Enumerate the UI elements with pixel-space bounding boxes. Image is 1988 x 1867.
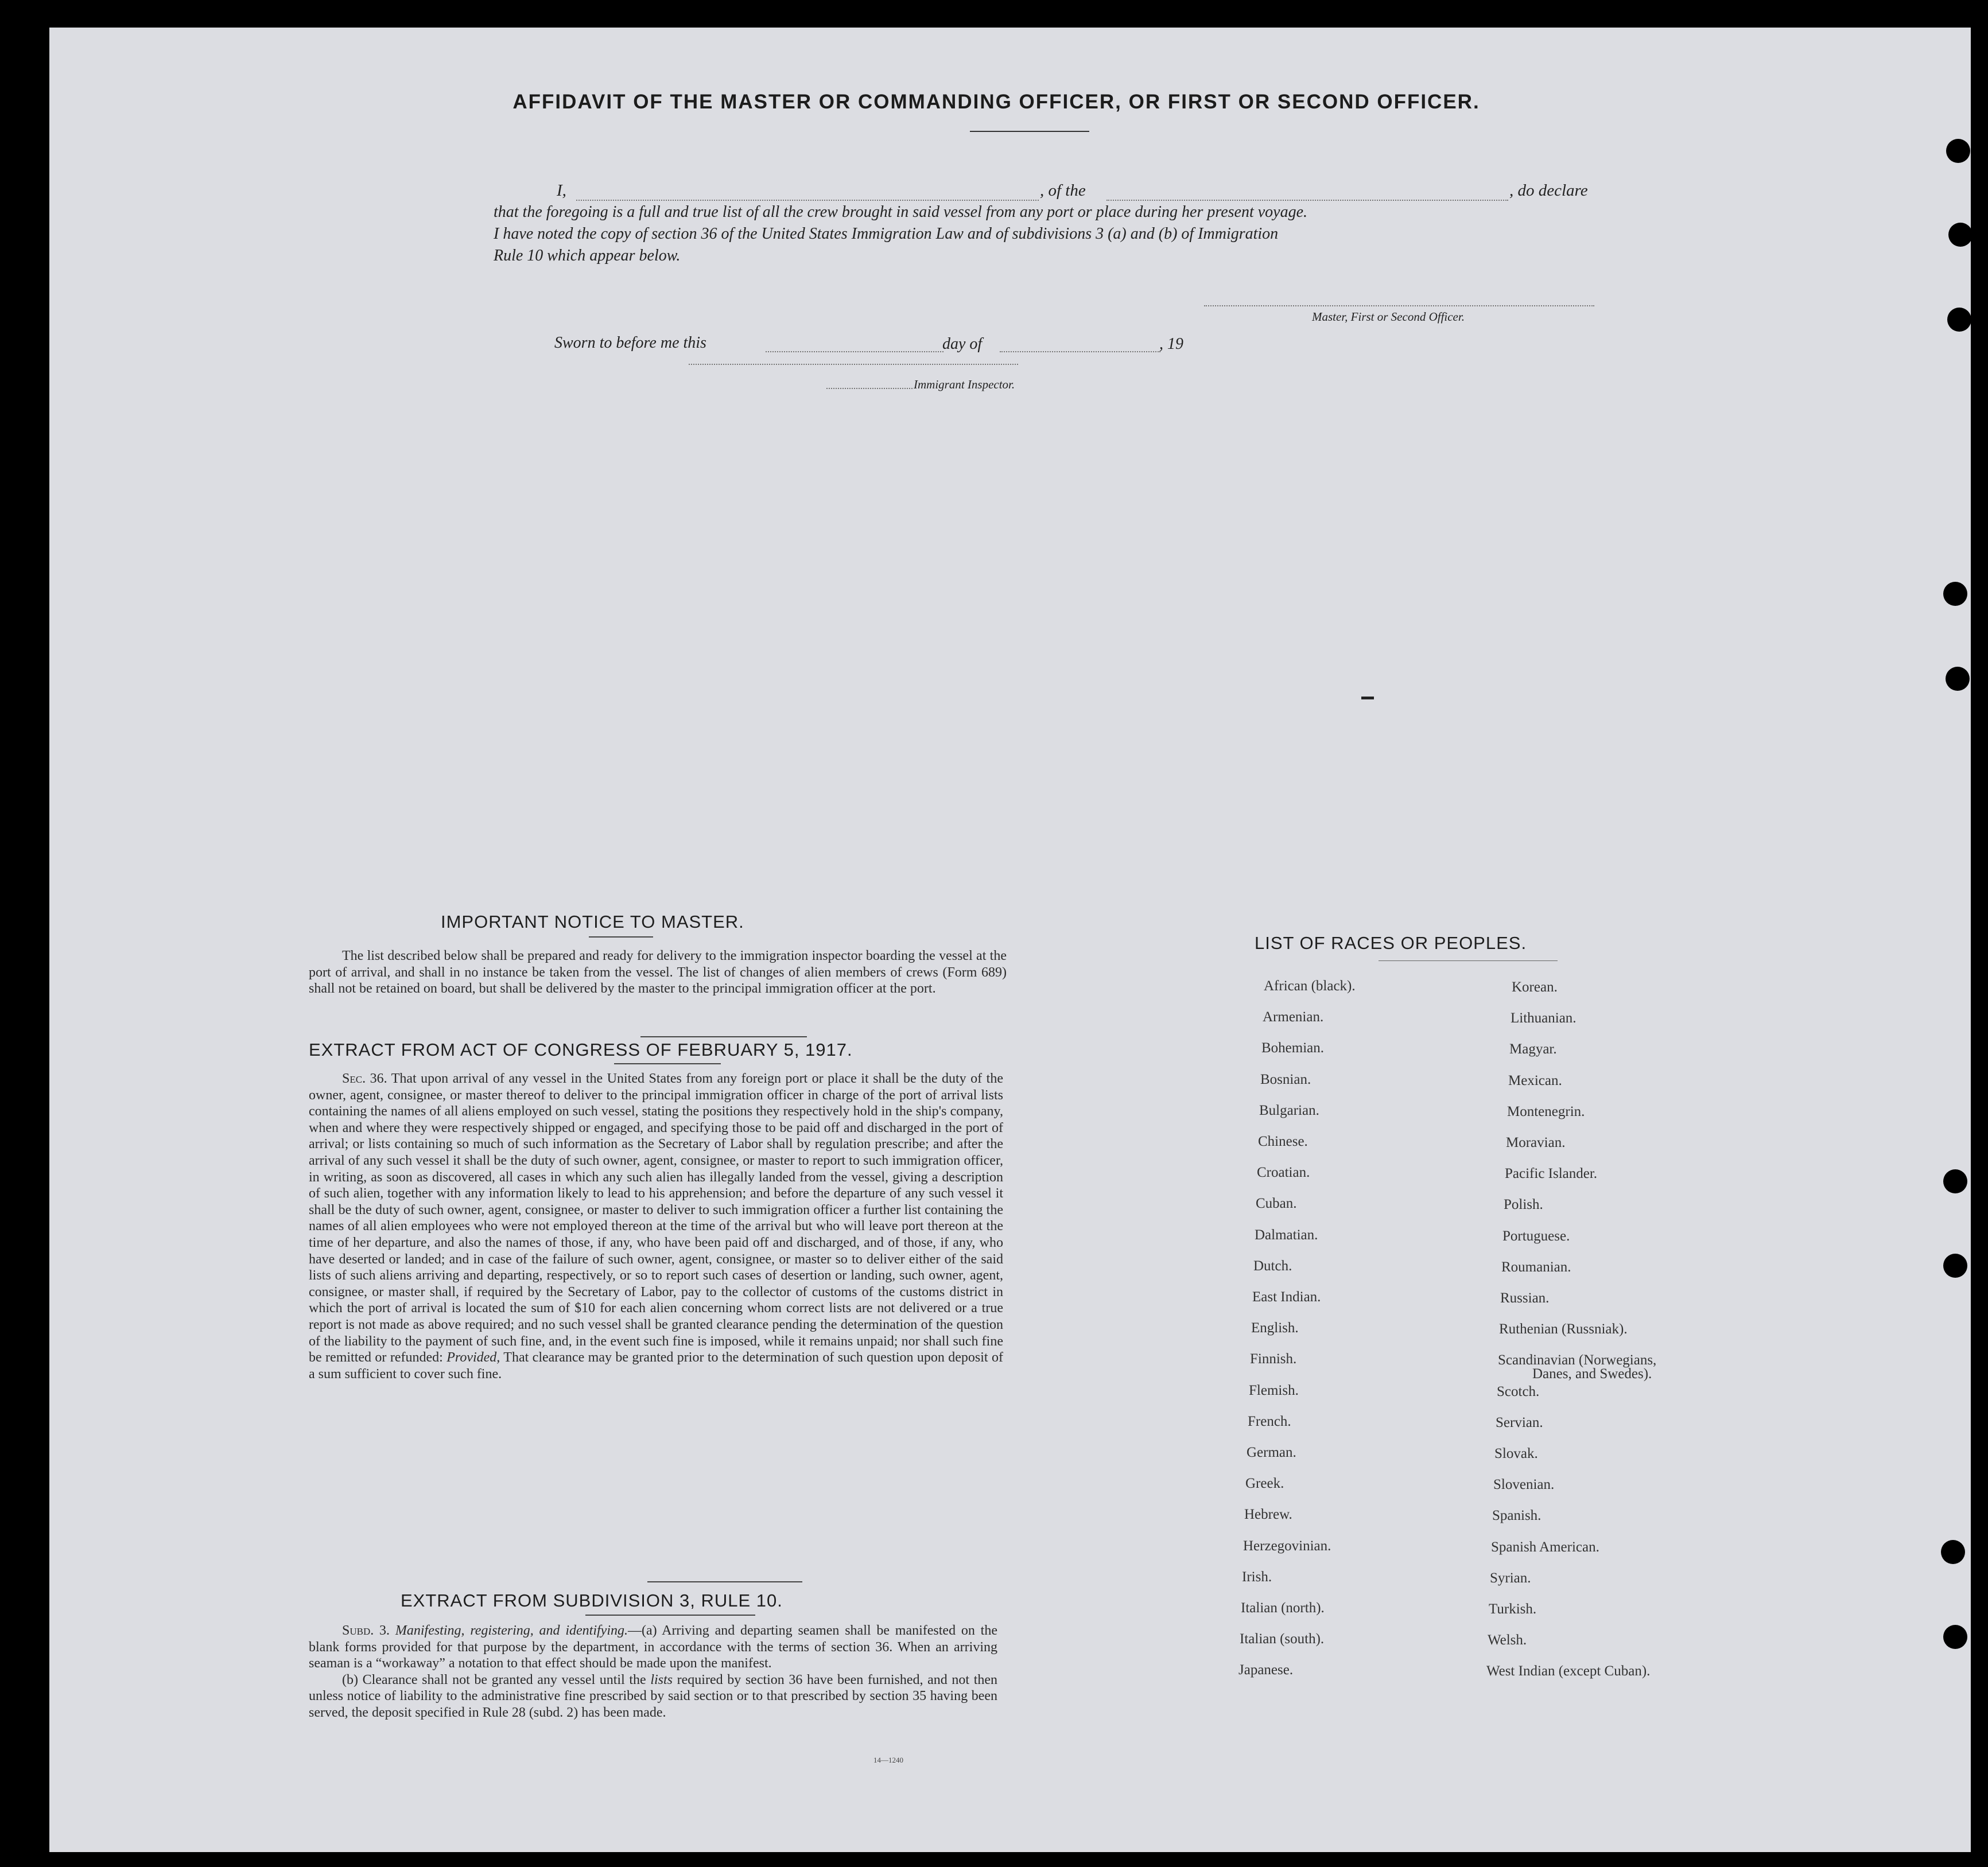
proviso-word: Provided,: [446, 1350, 500, 1366]
section-label: Sec. 36.: [342, 1071, 387, 1086]
race-item: Welsh.: [1488, 1632, 1527, 1648]
race-item: Turkish.: [1489, 1601, 1537, 1617]
race-item: East Indian.: [1252, 1289, 1321, 1305]
notice-title-rule: [589, 936, 653, 938]
race-item: Finnish.: [1250, 1351, 1297, 1367]
race-item: Irish.: [1242, 1569, 1272, 1585]
rule-extract-title: EXTRACT FROM SUBDIVISION 3, RULE 10.: [401, 1590, 783, 1611]
subd-para-b-lists: lists: [650, 1672, 673, 1687]
master-signature-label: Master, First or Second Officer.: [1312, 310, 1465, 324]
subd-heading: Manifesting, registering, and identifying.: [395, 1623, 628, 1638]
race-item: African (black).: [1264, 978, 1356, 994]
race-item: Mexican.: [1508, 1072, 1562, 1088]
stray-mark: [1361, 697, 1374, 699]
subd-para-b-prefix: (b) Clearance shall not be granted any vessel until the: [342, 1672, 646, 1687]
race-item: Servian.: [1496, 1414, 1543, 1430]
race-item: German.: [1247, 1445, 1296, 1460]
affidavit-title: AFFIDAVIT OF THE MASTER OR COMMANDING OFFICER, OR FIRST OR SECOND OFFICER.: [512, 91, 1480, 113]
affidavit-i: I,: [557, 181, 566, 200]
name-blank: [576, 200, 1039, 201]
affidavit-of-the: , of the: [1040, 181, 1086, 200]
race-item: Lithuanian.: [1511, 1010, 1577, 1026]
race-item: Spanish American.: [1491, 1539, 1599, 1555]
master-signature-line: [1204, 305, 1594, 306]
race-item: Japanese.: [1238, 1662, 1294, 1678]
inspector-signature-line: [689, 364, 1018, 365]
notice-text: The list described below shall be prepared and ready for delivery to the immigration inspector boarding the vessel at the port of arrival, and shall in no instance be taken from the vessel. The list of changes of alien members of crews (Form 689) shall not be retained on board, but shall be delivered by the master to the principal immigration officer at the port.: [309, 948, 1007, 997]
punch-hole: [1943, 1625, 1967, 1649]
rule-text-block: [309, 1623, 997, 1721]
section-text: That upon arrival of any vessel in the United States from any foreign port or place it shall be the duty of the owner, agent, consignee, or master thereof to deliver to the principal immigration officer in charge of the port of arrival lists containing the names of all aliens employed on such vessel, stating the positions they respectively hold in the ship's company, when and where they were respectively shipped or engaged, and specifying those to be paid off and discharged in the port of arrival; or lists containing so much of such information as the Secretary of Labor shall by regulation prescribe; and after the arrival of any such vessel it shall be the duty of such owner, agent, consignee, or master to report to such immigration officer, in writing, as soon as discovered, all cases in which any such alien has illegally landed from the vessel, giving a description of such alien, together with any information likely to lead to his apprehension; and before the departure of any such vessel it shall be the duty of such owner, agent, consignee, or master to deliver to such immigration officer a further list containing the names of all alien employees who were not employed thereon at the time of the arrival but who will leave port thereon at the time of her departure, and also the names of those, if any, who have been paid off and discharged, and of those, if any, who have deserted or landed; and in case of the failure of such owner, agent, consignee, or master so to deliver either of the said lists of such aliens arriving and departing, respectively, or so to report such cases of desertion or landing, such owner, agent, consignee, or master shall, if required by the Secretary of Labor, pay to the collector of customs of the customs district in which the port of arrival is located the sum of $10 for each alien concerning whom correct lists are not delivered or a true report is not made as above required; and no such vessel shall be granted clearance pending the determination of the question of the liability to the payment of such fine, and, in the event such fine is imposed, while it remains unpaid; nor shall such fine be remitted or refunded:: [309, 1071, 1004, 1366]
act-section-paragraph: [309, 1071, 1003, 1382]
race-item: Scandinavian (Norwegians,: [1498, 1352, 1657, 1368]
race-item: Scotch.: [1497, 1383, 1540, 1399]
rule-title-rule: [585, 1615, 755, 1616]
proviso-text: That clearance may be granted prior to the determination of such question upon deposit of a sum sufficient to cover such fine.: [309, 1350, 1004, 1382]
month-blank: [1000, 351, 1160, 352]
vessel-blank: [1106, 200, 1508, 201]
race-item: West Indian (except Cuban).: [1486, 1663, 1651, 1679]
punch-hole: [1943, 582, 1967, 606]
race-item: Italian (north).: [1241, 1600, 1325, 1616]
form-page: [49, 28, 1971, 1852]
day-blank: [766, 351, 943, 352]
rule-paragraph-b: [309, 1672, 997, 1721]
sworn-year: , 19: [1159, 335, 1183, 353]
notice-divider: [640, 1036, 807, 1037]
notice-title: IMPORTANT NOTICE TO MASTER.: [441, 912, 744, 932]
race-item-continuation: Danes, and Swedes).: [1532, 1366, 1652, 1382]
punch-hole: [1943, 1254, 1967, 1278]
race-item: English.: [1251, 1320, 1299, 1336]
punch-hole: [1941, 1540, 1965, 1564]
race-item: Flemish.: [1249, 1382, 1299, 1398]
punch-hole: [1946, 139, 1970, 163]
race-item: Herzegovinian.: [1243, 1538, 1331, 1554]
rule-paragraph-a: [309, 1623, 997, 1672]
race-item: Magyar.: [1509, 1041, 1557, 1057]
race-item: Bulgarian.: [1259, 1102, 1319, 1118]
race-item: Roumanian.: [1501, 1259, 1571, 1275]
race-item: Portuguese.: [1502, 1228, 1570, 1244]
punch-hole: [1947, 308, 1971, 332]
race-item: Bohemian.: [1261, 1040, 1325, 1056]
act-divider: [647, 1581, 802, 1582]
affidavit-line-4: Rule 10 which appear below.: [494, 247, 681, 265]
act-text-block: [309, 1071, 1003, 1382]
race-item: Dutch.: [1253, 1258, 1292, 1274]
inspector-prefix-dots: [826, 388, 913, 389]
affidavit-line-2: that the foregoing is a full and true list of all the crew brought in said vessel from any port or place during her present voyage.: [494, 203, 1308, 221]
race-item: Montenegrin.: [1507, 1103, 1585, 1119]
race-item: Spanish.: [1492, 1508, 1542, 1524]
race-item: Pacific Islander.: [1505, 1166, 1598, 1182]
subd-para-b-rest: required by section 36 have been furnished, and not then unless notice of liability to the administrative fine prescribed by said section or to that prescribed by section 35 having been served, the deposit specified in Rule 28 (subd. 2) has been made.: [309, 1672, 998, 1720]
act-title-rule: [614, 1063, 721, 1064]
race-item: Bosnian.: [1260, 1071, 1311, 1087]
form-number: 14—1240: [873, 1756, 903, 1764]
race-item: Italian (south).: [1240, 1631, 1325, 1647]
race-item: Korean.: [1512, 979, 1558, 995]
race-item: Hebrew.: [1244, 1507, 1292, 1523]
punch-hole: [1946, 667, 1970, 691]
sworn-prefix: Sworn to before me this: [554, 334, 706, 352]
subd-label: Subd. 3.: [342, 1623, 390, 1638]
affidavit-line-3: I have noted the copy of section 36 of the United States Immigration Law and of subdivisions 3 (a) and (b) of Immigration: [494, 225, 1279, 243]
race-item: Slovenian.: [1493, 1477, 1555, 1493]
races-title-rule: [1379, 960, 1558, 961]
race-item: Dalmatian.: [1255, 1227, 1318, 1243]
race-item: French.: [1248, 1413, 1291, 1429]
punch-hole: [1948, 223, 1971, 247]
race-item: Polish.: [1504, 1197, 1543, 1213]
sworn-day-of: day of: [942, 335, 983, 353]
inspector-label: Immigrant Inspector.: [914, 378, 1015, 391]
punch-hole: [1943, 1169, 1967, 1193]
races-title: LIST OF RACES OR PEOPLES.: [1255, 933, 1527, 953]
race-item: Russian.: [1500, 1290, 1550, 1306]
race-item: Chinese.: [1258, 1134, 1308, 1149]
act-extract-title: EXTRACT FROM ACT OF CONGRESS OF FEBRUARY 5, 1917.: [309, 1040, 853, 1060]
race-item: Croatian.: [1257, 1165, 1310, 1181]
race-item: Slovak.: [1494, 1446, 1538, 1461]
race-item: Syrian.: [1490, 1570, 1531, 1586]
race-item: Greek.: [1245, 1476, 1284, 1492]
race-item: Moravian.: [1506, 1135, 1566, 1150]
subd-para-a: —(a) Arriving and departing seamen shall be manifested on the blank forms provided for that purpose by the department, in accordance with the terms of section 36. When an arriving seaman is a “workaway” a notation to that effect should be made upon the manifest.: [309, 1623, 998, 1671]
race-item: Cuban.: [1256, 1196, 1297, 1212]
affidavit-do-declare: , do declare: [1509, 181, 1588, 200]
notice-text-block: [309, 948, 1007, 997]
race-item: Armenian.: [1263, 1009, 1324, 1025]
race-item: Ruthenian (Russniak).: [1499, 1321, 1628, 1337]
title-rule: [970, 131, 1089, 132]
